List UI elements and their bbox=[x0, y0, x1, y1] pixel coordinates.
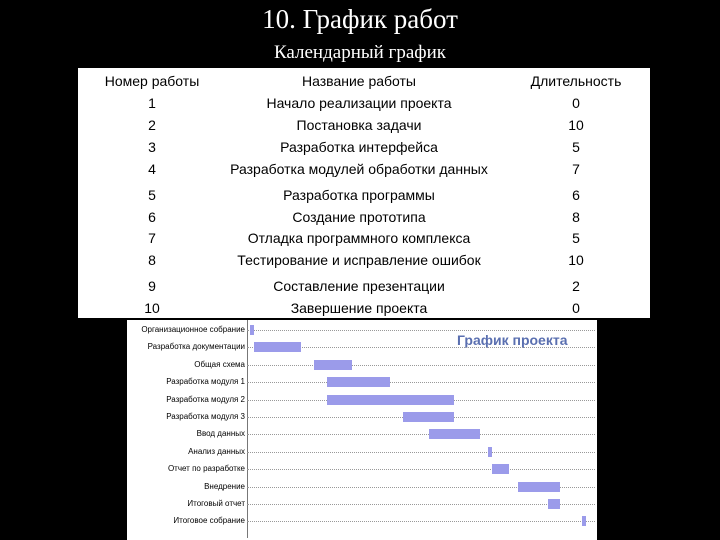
task-name: Завершение проекта bbox=[290, 300, 428, 316]
schedule-table bbox=[78, 68, 650, 318]
gantt-task-label: Общая схема bbox=[194, 359, 245, 369]
gantt-bar bbox=[582, 516, 586, 526]
gantt-bar bbox=[314, 360, 352, 370]
gantt-row bbox=[127, 322, 597, 338]
task-duration: 2 bbox=[572, 278, 580, 294]
table-row bbox=[78, 184, 650, 206]
task-name: Начало реализации проекта bbox=[266, 95, 452, 111]
task-number: 6 bbox=[148, 209, 156, 225]
gantt-task-label: Разработка документации bbox=[147, 342, 245, 352]
gantt-task-label: Разработка модуля 1 bbox=[166, 377, 245, 387]
gantt-bar bbox=[518, 482, 561, 492]
task-duration: 6 bbox=[572, 187, 580, 203]
table-row bbox=[78, 275, 650, 297]
task-name: Отладка программного комплекса bbox=[247, 230, 471, 246]
task-duration: 10 bbox=[568, 252, 584, 268]
gantt-row bbox=[127, 479, 597, 495]
gantt-row bbox=[127, 426, 597, 442]
gantt-bar bbox=[403, 412, 454, 422]
task-duration: 7 bbox=[572, 161, 580, 177]
task-name: Разработка модулей обработки данных bbox=[230, 161, 488, 177]
gantt-row bbox=[127, 374, 597, 390]
task-duration: 0 bbox=[572, 95, 580, 111]
gantt-gridline bbox=[247, 330, 595, 331]
table-row bbox=[78, 249, 650, 271]
task-duration: 0 bbox=[572, 300, 580, 316]
task-duration: 10 bbox=[568, 117, 584, 133]
table-row bbox=[78, 158, 650, 180]
task-number: 1 bbox=[148, 95, 156, 111]
gantt-task-label: Организационное собрание bbox=[141, 325, 245, 334]
gantt-row bbox=[127, 409, 597, 425]
gantt-bar bbox=[488, 447, 492, 457]
gantt-bar bbox=[327, 377, 391, 387]
task-number: 8 bbox=[148, 252, 156, 268]
gantt-bar bbox=[429, 429, 480, 439]
column-header-name: Название работы bbox=[302, 73, 416, 89]
table-row bbox=[78, 114, 650, 136]
gantt-gridline bbox=[247, 382, 595, 383]
gantt-chart bbox=[127, 320, 597, 540]
gantt-task-label: Разработка модуля 2 bbox=[166, 394, 245, 404]
gantt-task-label: Внедрение bbox=[204, 481, 245, 491]
task-number: 3 bbox=[148, 139, 156, 155]
gantt-row bbox=[127, 461, 597, 477]
gantt-task-label: Ввод данных bbox=[196, 429, 245, 439]
gantt-title: График проекта bbox=[457, 332, 568, 348]
table-row bbox=[78, 206, 650, 228]
gantt-bar bbox=[250, 325, 254, 335]
table-header-row bbox=[78, 70, 650, 92]
task-name: Тестирование и исправление ошибок bbox=[237, 252, 481, 268]
task-number: 5 bbox=[148, 187, 156, 203]
task-name: Разработка программы bbox=[283, 187, 435, 203]
page-subtitle: Календарный график bbox=[274, 42, 446, 63]
task-name: Создание прототипа bbox=[292, 209, 426, 225]
column-header-duration: Длительность bbox=[530, 73, 622, 89]
gantt-bar bbox=[492, 464, 509, 474]
table-row bbox=[78, 297, 650, 319]
table-row bbox=[78, 227, 650, 249]
task-number: 2 bbox=[148, 117, 156, 133]
task-duration: 5 bbox=[572, 139, 580, 155]
gantt-task-label: Итоговый отчет bbox=[187, 499, 245, 508]
gantt-row bbox=[127, 392, 597, 408]
table-row bbox=[78, 92, 650, 114]
gantt-bar bbox=[327, 395, 455, 405]
task-name: Разработка интерфейса bbox=[280, 139, 438, 155]
gantt-bar bbox=[254, 342, 301, 352]
gantt-gridline bbox=[247, 452, 595, 453]
table-row bbox=[78, 136, 650, 158]
task-number: 10 bbox=[144, 300, 160, 316]
task-number: 9 bbox=[148, 278, 156, 294]
gantt-row bbox=[127, 496, 597, 512]
gantt-task-label: Анализ данных bbox=[188, 446, 245, 456]
gantt-gridline bbox=[247, 504, 595, 505]
gantt-task-label: Итоговое собрание bbox=[173, 516, 245, 526]
gantt-gridline bbox=[247, 521, 595, 522]
page-title: 10. График работ bbox=[262, 4, 458, 34]
task-duration: 8 bbox=[572, 209, 580, 225]
gantt-task-label: Разработка модуля 3 bbox=[166, 412, 245, 421]
task-name: Составление презентации bbox=[273, 278, 445, 294]
gantt-row bbox=[127, 357, 597, 373]
task-duration: 5 bbox=[572, 230, 580, 246]
gantt-row bbox=[127, 444, 597, 460]
column-header-number: Номер работы bbox=[104, 73, 200, 89]
task-name: Постановка задачи bbox=[296, 117, 422, 133]
gantt-row bbox=[127, 339, 597, 355]
gantt-task-label: Отчет по разработке bbox=[167, 464, 245, 474]
task-number: 4 bbox=[148, 161, 156, 177]
gantt-gridline bbox=[247, 434, 595, 435]
gantt-gridline bbox=[247, 365, 595, 366]
task-number: 7 bbox=[148, 230, 156, 246]
gantt-gridline bbox=[247, 469, 595, 470]
gantt-row bbox=[127, 513, 597, 529]
gantt-bar bbox=[548, 499, 561, 509]
